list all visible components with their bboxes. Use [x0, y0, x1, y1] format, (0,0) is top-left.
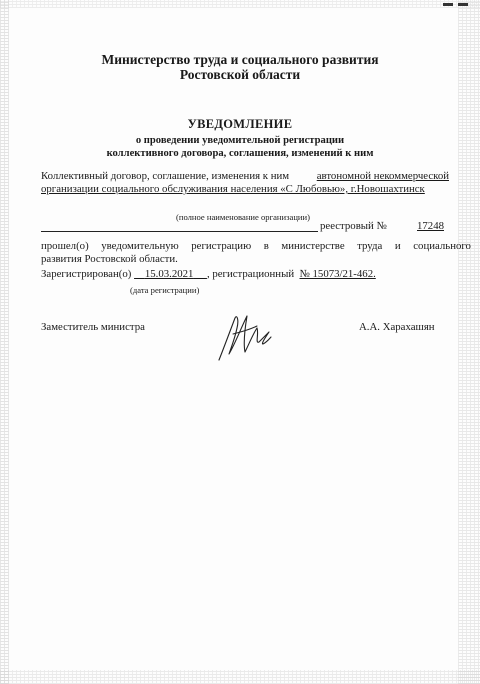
agreement-line1: [41, 170, 449, 183]
scan-noise-top: [0, 0, 480, 8]
registered-label: Зарегистрирован(о): [41, 268, 132, 280]
statement-word: в: [263, 240, 269, 252]
document-title: УВЕДОМЛЕНИЕ: [187, 117, 293, 131]
signatory-name: А.А. Харахашян: [359, 321, 435, 333]
statement-word: министерстве: [281, 240, 345, 252]
registry-row: [41, 220, 469, 234]
date-caption: (дата регистрации): [130, 285, 200, 295]
statement-word: прошел(о): [41, 240, 89, 252]
scan-noise-bottom: [0, 670, 480, 684]
blank-underline: [41, 231, 318, 232]
registration-number: № 15073/21-462.: [299, 268, 376, 280]
registration-date-value: 15.03.2021: [144, 268, 194, 280]
document-subtitle-line1: о проведении уведомительной регистрации: [135, 135, 345, 146]
registration-date-row: [41, 268, 471, 281]
registration-statement-line1: [41, 240, 471, 253]
registry-number: 17248: [417, 220, 444, 232]
registration-statement-line2: развития Ростовской области.: [41, 253, 178, 265]
statement-word: труда: [357, 240, 383, 252]
statement-word: уведомительную: [101, 240, 179, 252]
statement-word: социального: [413, 240, 471, 252]
signatory-role: Заместитель министра: [41, 321, 145, 333]
scan-noise-right: [458, 0, 480, 684]
ministry-name-line1: Министерство труда и социального развития: [101, 52, 379, 67]
registration-date: [134, 268, 207, 280]
statement-word: и: [394, 240, 401, 252]
organization-name-part1: автономной некоммерческой: [316, 170, 449, 182]
scan-mark: [458, 3, 468, 6]
document-subtitle-line2: коллективного договора, соглашения, изменений к ним: [106, 148, 374, 159]
handwritten-signature: [213, 304, 273, 364]
scan-mark: [443, 3, 453, 6]
scan-noise-left: [0, 0, 9, 684]
organization-caption: (полное наименование организации): [176, 212, 310, 222]
statement-word: регистрацию: [191, 240, 252, 252]
agreement-prefix: Коллективный договор, соглашение, изменения к ним: [41, 170, 290, 182]
registry-label: реестровый №: [320, 220, 387, 232]
reg-number-label: , регистрационный: [206, 268, 295, 280]
organization-name-part2: организации социального обслуживания населения «С Любовью», г.Новошахтинск: [41, 183, 425, 195]
registration-statement: [41, 240, 471, 266]
ministry-name-line2: Ростовской области: [179, 67, 301, 82]
